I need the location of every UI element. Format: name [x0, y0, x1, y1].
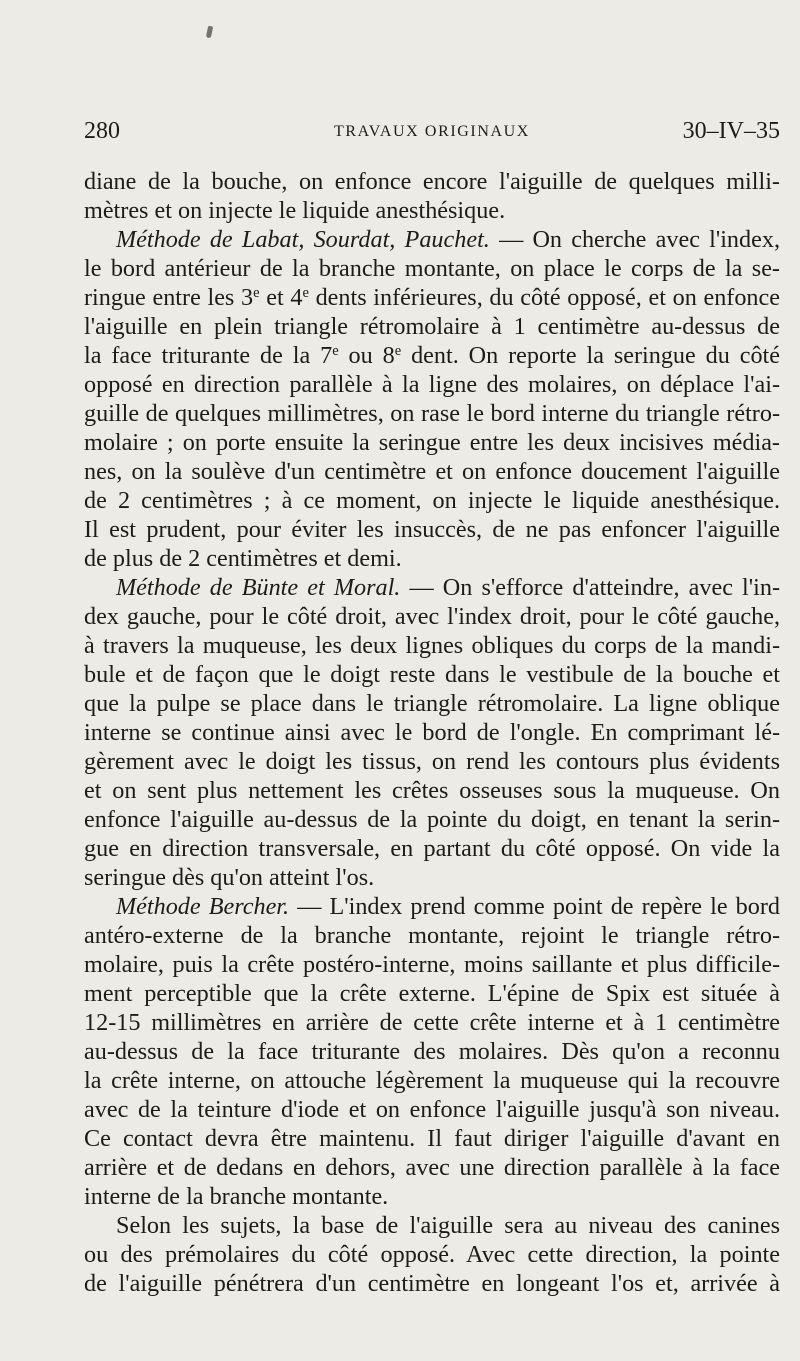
text-line: interne de la branche montante.: [84, 1183, 389, 1210]
text-line: interne se continue ainsi avec le bord de l'ongle. En comprimant lé-: [84, 719, 780, 746]
text-line: Il est prudent, pour éviter les insuccès, de ne pas enfoncer l'aiguille: [84, 516, 780, 543]
text-line: gue en direction transversale, en partant du côté opposé. On vide la: [84, 835, 780, 862]
text-line: mètres et on injecte le liquide anesthésique.: [84, 197, 506, 224]
text-line: diane de la bouche, on enfonce encore l'aiguille de quelques milli-: [84, 168, 780, 195]
text-line: arrière et de dedans en dehors, avec une direction parallèle à la face: [84, 1154, 780, 1181]
text-line: et on sent plus nettement les crêtes osseuses sous la muqueuse. On: [84, 777, 780, 804]
text-line: nes, on la soulève d'un centimètre et on enfonce doucement l'aiguille: [84, 458, 780, 485]
text-line: de 2 centimètres ; à ce moment, on injecte le liquide anesthésique.: [84, 487, 780, 514]
running-title: TRAVAUX ORIGINAUX: [334, 123, 530, 140]
text-line: l'aiguille en plein triangle rétromolaire à 1 centimètre au-dessus de: [84, 313, 780, 340]
text-line: Ce contact devra être maintenu. Il faut diriger l'aiguille d'avant en: [84, 1125, 780, 1152]
page-number: 280: [84, 118, 120, 144]
text-line: de l'aiguille pénétrera d'un centimètre en longeant l'os et, arrivée à: [84, 1270, 780, 1297]
text-line: ou des prémolaires du côté opposé. Avec cette direction, la pointe: [84, 1241, 780, 1268]
text-line: molaire, puis la crête postéro-interne, moins saillante et plus difficile-: [84, 951, 780, 978]
text-line: que la pulpe se place dans le triangle rétromolaire. La ligne oblique: [84, 690, 780, 717]
text-line: Méthode de Labat, Sourdat, Pauchet. — On cherche avec l'index,: [116, 226, 780, 253]
text-line: bule et de façon que le doigt reste dans le vestibule de la bouche et: [84, 661, 780, 688]
text-line: la face triturante de la 7e ou 8e dent. On reporte la seringue du côté: [84, 342, 781, 369]
text-line: Méthode Bercher. — L'index prend comme point de repère le bord: [116, 893, 780, 920]
text-line: gèrement avec le doigt les tissus, on rend les contours plus évidents: [84, 748, 780, 775]
ink-mark: [206, 26, 213, 39]
text-line: opposé en direction parallèle à la ligne des molaires, on déplace l'ai-: [84, 371, 780, 398]
text-line: à travers la muqueuse, les deux lignes obliques du corps de la mandi-: [84, 632, 780, 659]
method-heading-bercher: Méthode Bercher.: [116, 893, 290, 920]
text-line: guille de quelques millimètres, on rase le bord interne du triangle rétro-: [84, 400, 780, 427]
text-line: molaire ; on porte ensuite la seringue entre les deux incisives média-: [84, 429, 780, 456]
text-line: la crête interne, on attouche légèrement la muqueuse qui la recouvre: [84, 1067, 780, 1094]
text-line: seringue dès qu'on atteint l'os.: [84, 864, 375, 891]
page-header: [84, 118, 780, 152]
method-heading-labat: Méthode de Labat, Sourdat, Pauchet.: [116, 226, 490, 253]
text-line: ringue entre les 3e et 4e dents inférieures, du côté opposé, et on enfonce: [84, 284, 780, 311]
text-line: Selon les sujets, la base de l'aiguille sera au niveau des canines: [116, 1212, 780, 1239]
method-heading-bunte: Méthode de Bünte et Moral.: [116, 574, 401, 601]
text-line: au-dessus de la face triturante des molaires. Dès qu'on a reconnu: [84, 1038, 780, 1065]
text-line: 12-15 millimètres en arrière de cette crête interne et à 1 centimètre: [84, 1009, 780, 1036]
text-line: le bord antérieur de la branche montante, on place le corps de la se-: [84, 255, 780, 282]
issue-date: 30–IV–35: [682, 118, 780, 144]
text-line: antéro-externe de la branche montante, rejoint le triangle rétro-: [84, 922, 780, 949]
text-line: Méthode de Bünte et Moral. — On s'efforce d'atteindre, avec l'in-: [116, 574, 780, 601]
text-line: dex gauche, pour le côté droit, avec l'index droit, pour le côté gauche,: [84, 603, 780, 630]
text-line: ment perceptible que la crête externe. L'épine de Spix est située à: [84, 980, 780, 1007]
text-line: enfonce l'aiguille au-dessus de la pointe du doigt, en tenant la serin-: [84, 806, 780, 833]
text-line: avec de la teinture d'iode et on enfonce l'aiguille jusqu'à son niveau.: [84, 1096, 780, 1123]
text-line: de plus de 2 centimètres et demi.: [84, 545, 402, 572]
